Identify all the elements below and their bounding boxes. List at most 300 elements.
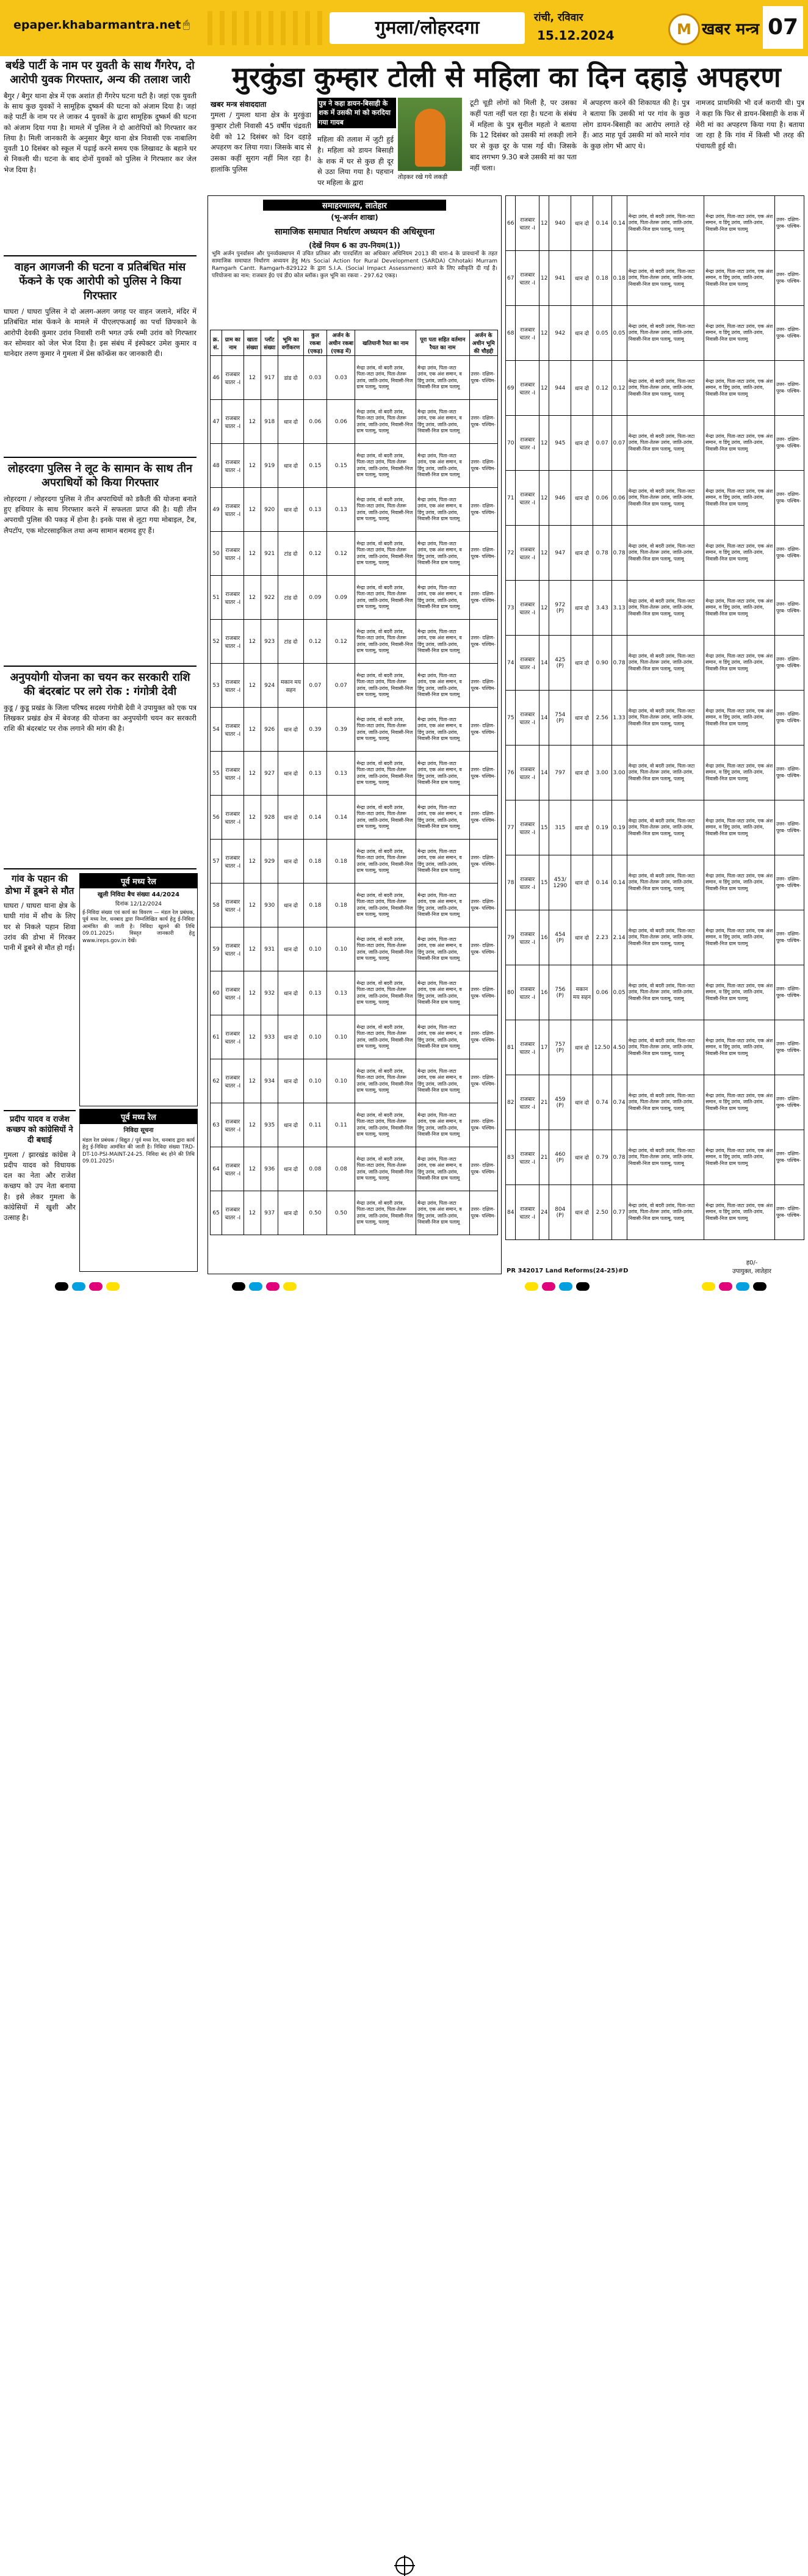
table-cell: राजबार चातर -I	[516, 1185, 539, 1240]
table-cell: 1.33	[611, 691, 627, 746]
ad-title: पूर्व मध्य रेल	[80, 1109, 197, 1124]
boundary-cell: उत्तर- दक्षिण- पूरब- पश्चिम-	[469, 1103, 497, 1147]
owner-cell: मेन्द्रा उरांव, वो बदरी उरांव, पिता-जटा उरांव, पिता-तेतरू उरांव, जाति-उरांव, निवासी-निज ग्राम पलामू, पलामू	[355, 708, 416, 752]
owner-cell: मेन्द्रा उरांव, पिता-जटा उरांव, एक अंश समान, व डिंगू उरांव, जाति-उरांव, निवासी-निज ग्राम पलामू	[704, 855, 775, 910]
table-cell: 918	[261, 400, 278, 444]
table-cell: 83	[506, 1130, 516, 1185]
table-cell: राजबार चातर -I	[222, 488, 243, 532]
table-cell: 942	[549, 306, 571, 361]
owner-cell: मेन्द्रा उरांव, वो बदरी उरांव, पिता-जटा उरांव, पिता-तेतरू उरांव, जाति-उरांव, निवासी-निज ग्राम पलामू, पलामू	[627, 1020, 704, 1075]
table-cell: 12	[243, 708, 261, 752]
owner-cell: मेन्द्रा उरांव, पिता-जटा उरांव, एक अंश समान, व डिंगू उरांव, जाति-उरांव, निवासी-निज ग्राम पलामू	[416, 708, 470, 752]
table-cell: 3.13	[611, 581, 627, 636]
owner-cell: मेन्द्रा उरांव, पिता-जटा उरांव, एक अंश समान, व डिंगू उरांव, जाति-उरांव, निवासी-निज ग्राम पलामू	[416, 1147, 470, 1191]
owner-cell: मेन्द्रा उरांव, पिता-जटा उरांव, एक अंश समान, व डिंगू उरांव, जाति-उरांव, निवासी-निज ग्राम पलामू	[416, 752, 470, 796]
boundary-cell: उत्तर- दक्षिण- पूरब- पश्चिम-	[469, 883, 497, 927]
table-cell: 12.50	[593, 1020, 611, 1075]
boundary-cell: उत्तर- दक्षिण- पूरब- पश्चिम-	[469, 1147, 497, 1191]
table-row	[211, 883, 498, 927]
owner-cell: मेन्द्रा उरांव, पिता-जटा उरांव, एक अंश समान, व डिंगू उरांव, जाति-उरांव, निवासी-निज ग्राम पलामू	[416, 1191, 470, 1235]
table-row	[506, 1130, 804, 1185]
table-cell: 0.14	[303, 796, 327, 840]
owner-cell: मेन्द्रा उरांव, पिता-जटा उरांव, एक अंश समान, व डिंगू उरांव, जाति-उरांव, निवासी-निज ग्राम पलामू	[704, 746, 775, 800]
table-cell: धान दो	[571, 416, 593, 471]
boundary-cell: उत्तर- दक्षिण- पूरब- पश्चिम-	[774, 361, 804, 416]
table-row	[506, 251, 804, 306]
table-cell: 14	[539, 746, 549, 800]
story-scheme	[4, 670, 197, 866]
table-row	[506, 1020, 804, 1075]
table-cell: 972 (P)	[549, 581, 571, 636]
table-cell: 0.14	[593, 855, 611, 910]
table-cell: 58	[211, 883, 222, 927]
table-cell: 15	[539, 855, 549, 910]
owner-cell: मेन्द्रा उरांव, पिता-जटा उरांव, एक अंश समान, व डिंगू उरांव, जाति-उरांव, निवासी-निज ग्राम पलामू	[704, 251, 775, 306]
table-cell: धान दो	[278, 927, 303, 971]
table-cell: 0.05	[611, 965, 627, 1020]
owner-cell: मेन्द्रा उरांव, पिता-जटा उरांव, एक अंश समान, व डिंगू उरांव, जाति-उरांव, निवासी-निज ग्राम पलामू	[416, 883, 470, 927]
boundary-cell: उत्तर- दक्षिण- पूरब- पश्चिम-	[774, 581, 804, 636]
owner-cell: मेन्द्रा उरांव, पिता-जटा उरांव, एक अंश समान, व डिंगू उरांव, जाति-उरांव, निवासी-निज ग्राम पलामू	[704, 800, 775, 855]
table-cell: 12	[243, 1191, 261, 1235]
table-cell: 0.74	[593, 1075, 611, 1130]
table-cell: 0.07	[611, 416, 627, 471]
table-cell: 0.07	[303, 664, 327, 708]
owner-cell: मेन्द्रा उरांव, पिता-जटा उरांव, एक अंश समान, व डिंगू उरांव, जाति-उरांव, निवासी-निज ग्राम पलामू	[416, 1103, 470, 1147]
table-cell: 935	[261, 1103, 278, 1147]
table-cell: 3.00	[611, 746, 627, 800]
ad-subtitle: निविदा सूचना	[123, 1127, 154, 1134]
owner-cell: मेन्द्रा उरांव, पिता-जटा उरांव, एक अंश समान, व डिंगू उरांव, जाति-उरांव, निवासी-निज ग्राम पलामू	[416, 971, 470, 1015]
story-body: बैगुर / बैगुर थाना क्षेत्र में एक अशांत ही गैंगरेप घटना घटी है। जहां एक युवती के साथ कुछ युवकों ने सामूहिक दुष्कर्म की घटना को अंजाम दिया है। जहां कहे पार्टी के नाम पर ले जाकर 4 युवकों के द्वारा सामूहिक दुष्कर्म की घटना को अंजाम दिया गया है। मामले में पुलिस ने दो आरोपियों को गिरफ्तार कर लिया है। मिली जानकारी के अनुसार बैगुर थाना क्षेत्र निवासी एक नाबालिग युवती 10 दिसंबर को स्कूल में पढ़ाई करने समय एक लिखावट के बहाने घर से निकली थी। घटना के बाद दोनों युवकों को पुलिस ने गिरफ्तार कर जेल भेज दिया है।	[4, 91, 197, 174]
table-cell: 0.05	[593, 306, 611, 361]
table-cell: 0.09	[303, 576, 327, 620]
owner-cell: मेन्द्रा उरांव, पिता-जटा उरांव, एक अंश समान, व डिंगू उरांव, जाति-उरांव, निवासी-निज ग्राम पलामू	[416, 488, 470, 532]
table-cell: राजबार चातर -I	[222, 1015, 243, 1059]
land-table-left	[210, 330, 498, 1235]
table-cell: 0.06	[611, 471, 627, 526]
notice-rule: (देखें नियम 6 का उप-नियम(1))	[308, 241, 401, 250]
owner-cell: मेन्द्रा उरांव, पिता-जटा उरांव, एक अंश समान, व डिंगू उरांव, जाति-उरांव, निवासी-निज ग्राम पलामू	[416, 1059, 470, 1103]
table-cell: 12	[243, 1015, 261, 1059]
owner-cell: मेन्द्रा उरांव, पिता-जटा उरांव, एक अंश समान, व डिंगू उरांव, जाति-उरांव, निवासी-निज ग्राम पलामू	[416, 532, 470, 576]
table-cell: राजबार चातर -I	[516, 910, 539, 965]
story-drowning	[4, 873, 76, 1105]
table-cell: धान दो	[278, 708, 303, 752]
table-cell: 0.74	[611, 1075, 627, 1130]
story-title: प्रदीप यादव व राजेश कच्छप को कांग्रेसियों ने दी बधाई	[6, 1115, 73, 1145]
owner-cell: मेन्द्रा उरांव, पिता-जटा उरांव, एक अंश समान, व डिंगू उरांव, जाति-उरांव, निवासी-निज ग्राम पलामू	[416, 620, 470, 664]
table-row	[506, 910, 804, 965]
table-cell: 927	[261, 752, 278, 796]
owner-cell: मेन्द्रा उरांव, वो बदरी उरांव, पिता-जटा उरांव, पिता-तेतरू उरांव, जाति-उरांव, निवासी-निज ग्राम पलामू, पलामू	[355, 488, 416, 532]
table-cell: 0.10	[303, 927, 327, 971]
table-row	[506, 361, 804, 416]
owner-cell: मेन्द्रा उरांव, वो बदरी उरांव, पिता-जटा उरांव, पिता-तेतरू उरांव, जाति-उरांव, निवासी-निज ग्राम पलामू, पलामू	[627, 636, 704, 691]
table-cell: मकान मय सहन	[278, 664, 303, 708]
table-cell: राजबार चातर -I	[222, 1191, 243, 1235]
table-cell: धान दो	[278, 971, 303, 1015]
owner-cell: मेन्द्रा उरांव, वो बदरी उरांव, पिता-जटा उरांव, पिता-तेतरू उरांव, जाति-उरांव, निवासी-निज ग्राम पलामू, पलामू	[355, 752, 416, 796]
cursor-icon: 🖱	[183, 18, 190, 31]
owner-cell: मेन्द्रा उरांव, वो बदरी उरांव, पिता-जटा उरांव, पिता-तेतरू उरांव, जाति-उरांव, निवासी-निज ग्राम पलामू, पलामू	[627, 746, 704, 800]
table-cell: 68	[506, 306, 516, 361]
boundary-cell: उत्तर- दक्षिण- पूरब- पश्चिम-	[469, 840, 497, 883]
boundary-cell: उत्तर- दक्षिण- पूरब- पश्चिम-	[774, 746, 804, 800]
table-cell: धान दो	[278, 752, 303, 796]
table-row	[506, 1075, 804, 1130]
table-cell: 12	[243, 1147, 261, 1191]
decorative-stripes	[207, 11, 330, 45]
table-cell: राजबार चातर -I	[222, 664, 243, 708]
table-cell: 0.14	[327, 796, 355, 840]
table-cell: 0.12	[303, 532, 327, 576]
table-row	[211, 1103, 498, 1147]
table-cell: राजबार चातर -I	[516, 1130, 539, 1185]
owner-cell: मेन्द्रा उरांव, वो बदरी उरांव, पिता-जटा उरांव, पिता-तेतरू उरांव, जाति-उरांव, निवासी-निज ग्राम पलामू, पलामू	[627, 965, 704, 1020]
table-cell: 56	[211, 796, 222, 840]
boundary-cell: उत्तर- दक्षिण- पूरब- पश्चिम-	[774, 416, 804, 471]
owner-cell: मेन्द्रा उरांव, वो बदरी उरांव, पिता-जटा उरांव, पिता-तेतरू उरांव, जाति-उरांव, निवासी-निज ग्राम पलामू, पलामू	[627, 1185, 704, 1240]
table-cell: 2.14	[611, 910, 627, 965]
owner-cell: मेन्द्रा उरांव, वो बदरी उरांव, पिता-जटा उरांव, पिता-तेतरू उरांव, जाति-उरांव, निवासी-निज ग्राम पलामू, पलामू	[627, 196, 704, 251]
table-cell: 52	[211, 620, 222, 664]
owner-cell: मेन्द्रा उरांव, वो बदरी उरांव, पिता-जटा उरांव, पिता-तेतरू उरांव, जाति-उरांव, निवासी-निज ग्राम पलामू, पलामू	[627, 471, 704, 526]
column-header: अर्जन के अधीन रकबा (एकड़ में)	[327, 330, 355, 356]
table-row	[506, 1185, 804, 1240]
table-cell: 0.11	[303, 1103, 327, 1147]
table-cell: 12	[243, 796, 261, 840]
table-cell: 12	[539, 416, 549, 471]
table-cell: 0.07	[327, 664, 355, 708]
table-cell: 0.18	[327, 883, 355, 927]
boundary-cell: उत्तर- दक्षिण- पूरब- पश्चिम-	[469, 400, 497, 444]
story-body: घाघरा / घाघरा थाना क्षेत्र के घाघी गांव में शौच के लिए घर से निकले पहान शिवा उरांव की डोभा में गिरकर पानी में डूबने से मौत हो गई।	[4, 901, 76, 952]
table-cell: 80	[506, 965, 516, 1020]
owner-cell: मेन्द्रा उरांव, पिता-जटा उरांव, एक अंश समान, व डिंगू उरांव, जाति-उरांव, निवासी-निज ग्राम पलामू	[704, 1020, 775, 1075]
table-cell: 54	[211, 708, 222, 752]
table-cell: 937	[261, 1191, 278, 1235]
table-cell: 69	[506, 361, 516, 416]
table-cell: राजबार चातर -I	[222, 444, 243, 488]
table-cell: धान दो	[571, 1185, 593, 1240]
table-cell: धान दो	[571, 1130, 593, 1185]
table-cell: राजबार चातर -I	[516, 306, 539, 361]
table-cell: 923	[261, 620, 278, 664]
owner-cell: मेन्द्रा उरांव, वो बदरी उरांव, पिता-जटा उरांव, पिता-तेतरू उरांव, जाति-उरांव, निवासी-निज ग्राम पलामू, पलामू	[627, 800, 704, 855]
story-congress	[4, 1115, 76, 1271]
table-cell: 49	[211, 488, 222, 532]
boundary-cell: उत्तर- दक्षिण- पूरब- पश्चिम-	[469, 1059, 497, 1103]
table-cell: 72	[506, 526, 516, 581]
table-cell: धान दो	[571, 526, 593, 581]
boundary-cell: उत्तर- दक्षिण- पूरब- पश्चिम-	[469, 1191, 497, 1235]
table-cell: 24	[539, 1185, 549, 1240]
table-cell: धान दो	[278, 1103, 303, 1147]
boundary-cell: उत्तर- दक्षिण- पूरब- पश्चिम-	[774, 855, 804, 910]
table-cell: धान दो	[571, 691, 593, 746]
city-day: रांची, रविवार	[534, 12, 583, 24]
table-cell: धान दो	[571, 1075, 593, 1130]
divider	[4, 457, 197, 458]
print-registration-bar	[0, 1277, 808, 1297]
boundary-cell: उत्तर- दक्षिण- पूरब- पश्चिम-	[774, 636, 804, 691]
table-cell: 0.12	[327, 532, 355, 576]
boundary-cell: उत्तर- दक्षिण- पूरब- पश्चिम-	[774, 526, 804, 581]
table-cell: 0.03	[327, 356, 355, 400]
table-row	[506, 306, 804, 361]
main-col-4: में अपहरण करने की शिकायत की है। पुत्र ने बताया कि उसकी मां पर गांव के कुछ लोग डायन-बिसाही का आरोप लगाते रहे हैं। आठ माह पूर्व उसकी मां को मारने गांव के कुछ लोग भी आए थे।	[583, 98, 690, 151]
owner-cell: मेन्द्रा उरांव, पिता-जटा उरांव, एक अंश समान, व डिंगू उरांव, जाति-उरांव, निवासी-निज ग्राम पलामू	[416, 796, 470, 840]
table-cell: 0.50	[327, 1191, 355, 1235]
table-cell: 0.15	[327, 444, 355, 488]
table-cell: 73	[506, 581, 516, 636]
table-cell: 460 (P)	[549, 1130, 571, 1185]
table-row	[211, 752, 498, 796]
photo-caption: पुत्र ने कहा डायन-बिसाही के शक में उसकी मां को करदिया गया गायब	[317, 98, 396, 128]
table-cell: डांड दो	[278, 356, 303, 400]
story-body: घाघरा / घाघरा पुलिस ने दो अलग-अलग जगह पर वाहन जलाने, मंदिर में प्रतिबंधित मांस फेंकने के मामले में पीएलएफआई का पर्चा छिपकाने के आरोपी देवकी कुमार उरांव निवासी रानी भगत उर्फ रम्मी उरांव को गिरफ्तार कर सोमवार को जेल भेज दिया है। इस संबंध में इंस्पेक्टर उमेश कुमार व थानेदार तरुण कुमार ने गुमला में प्रेस कॉन्फ्रेंस कर जानकारी दी।	[4, 307, 197, 358]
table-cell: 459 (P)	[549, 1075, 571, 1130]
masthead	[0, 0, 808, 56]
table-cell: 12	[539, 471, 549, 526]
section-title: गुमला/लोहरदगा	[330, 12, 525, 44]
owner-cell: मेन्द्रा उरांव, पिता-जटा उरांव, एक अंश समान, व डिंगू उरांव, जाति-उरांव, निवासी-निज ग्राम पलामू	[704, 306, 775, 361]
table-cell: राजबार चातर -I	[222, 400, 243, 444]
table-cell: 0.08	[303, 1147, 327, 1191]
table-cell: 0.06	[593, 965, 611, 1020]
table-row	[506, 416, 804, 471]
divider	[4, 868, 197, 869]
table-cell: धान दो	[571, 196, 593, 251]
table-cell: 0.12	[593, 361, 611, 416]
table-row	[211, 400, 498, 444]
table-cell: धान दो	[571, 1020, 593, 1075]
table-cell: 0.12	[303, 620, 327, 664]
owner-cell: मेन्द्रा उरांव, पिता-जटा उरांव, एक अंश समान, व डिंगू उरांव, जाति-उरांव, निवासी-निज ग्राम पलामू	[704, 636, 775, 691]
table-cell: 12	[539, 251, 549, 306]
boundary-cell: उत्तर- दक्षिण- पूरब- पश्चिम-	[469, 927, 497, 971]
table-cell: 84	[506, 1185, 516, 1240]
table-cell: 3.00	[593, 746, 611, 800]
boundary-cell: उत्तर- दक्षिण- पूरब- पश्चिम-	[774, 1075, 804, 1130]
table-cell: 2.56	[593, 691, 611, 746]
main-col-5: नामजद प्राथमिकी भी दर्ज करायी थी। पुत्र ने कहा कि फिर से डायन-बिसाही के शक में मेरी मां का अपहरण किया गया है। बताया जा रहा है कि गांव में किसी भी तरह की पंचायती हुई थी।	[696, 98, 804, 151]
table-cell: 0.18	[327, 840, 355, 883]
table-cell: राजबार चातर -I	[516, 855, 539, 910]
table-row	[506, 800, 804, 855]
owner-cell: मेन्द्रा उरांव, वो बदरी उरांव, पिता-जटा उरांव, पिता-तेतरू उरांव, जाति-उरांव, निवासी-निज ग्राम पलामू, पलामू	[355, 576, 416, 620]
table-cell: राजबार चातर -I	[516, 581, 539, 636]
table-row	[211, 1191, 498, 1235]
table-cell: 0.90	[593, 636, 611, 691]
table-row	[506, 965, 804, 1020]
table-cell: 0.12	[327, 620, 355, 664]
table-cell: धान दो	[278, 1191, 303, 1235]
ad-body: ई-निविदा संख्या एवं कार्य का विवरण — मंडल रेल प्रबंधक, पूर्व मध्य रेल, धनबाद द्वारा निम्नलिखित कार्य हेतु ई-निविदा आमंत्रित की जाती है। निविदा खुलने की तिथि 09.01.2025। विस्तृत जानकारी हेतु www.ireps.gov.in देखें।	[82, 910, 195, 944]
table-cell: 0.19	[611, 800, 627, 855]
table-row	[211, 1147, 498, 1191]
table-cell: 940	[549, 196, 571, 251]
owner-cell: मेन्द्रा उरांव, वो बदरी उरांव, पिता-जटा उरांव, पिता-तेतरू उरांव, जाति-उरांव, निवासी-निज ग्राम पलामू, पलामू	[355, 532, 416, 576]
table-cell: 0.78	[611, 636, 627, 691]
table-cell: 12	[539, 306, 549, 361]
table-row	[211, 1059, 498, 1103]
boundary-cell: उत्तर- दक्षिण- पूरब- पश्चिम-	[469, 708, 497, 752]
boundary-cell: उत्तर- दक्षिण- पूरब- पश्चिम-	[469, 532, 497, 576]
column-header: प्लॉट संख्या	[261, 330, 278, 356]
owner-cell: मेन्द्रा उरांव, पिता-जटा उरांव, एक अंश समान, व डिंगू उरांव, जाति-उरांव, निवासी-निज ग्राम पलामू	[416, 400, 470, 444]
table-cell: 0.03	[303, 356, 327, 400]
table-row	[506, 196, 804, 251]
owner-cell: मेन्द्रा उरांव, पिता-जटा उरांव, एक अंश समान, व डिंगू उरांव, जाति-उरांव, निवासी-निज ग्राम पलामू	[416, 840, 470, 883]
story-lohardaga	[4, 462, 197, 663]
table-cell: 12	[243, 840, 261, 883]
notice-intro: भूमि अर्जन पुनर्वासन और पुनर्व्यवस्थापन में उचित प्रतिकर और पारदर्शिता का अधिकार अधिनियम 2013 की धारा-4 के प्रावधानों के तहत सामाजिक समाघात निर्धारण अध्ययन हेतु M/s Social Action for Rural Development (SARDA) Chhotaki Murram Ramgarh Cantt. Ramgarh-829122 के द्वारा S.I.A. (Social Impact Assessment) करने के लिए स्वीकृति दी गई है। परियोजना का नाम: राजबार ई0 एवं डी0 कोल ब्लॉक। कुल भूमि का रकवा - 297.62 एकड़।	[212, 251, 497, 280]
owner-cell: मेन्द्रा उरांव, पिता-जटा उरांव, एक अंश समान, व डिंगू उरांव, जाति-उरांव, निवासी-निज ग्राम पलामू	[416, 576, 470, 620]
table-cell: धान दो	[278, 1147, 303, 1191]
issue-date: 15.12.2024	[537, 28, 615, 43]
table-cell: 2.23	[593, 910, 611, 965]
owner-cell: मेन्द्रा उरांव, वो बदरी उरांव, पिता-जटा उरांव, पिता-तेतरू उरांव, जाति-उरांव, निवासी-निज ग्राम पलामू, पलामू	[355, 1103, 416, 1147]
main-col-3: टूटी चूड़ी लोगों को मिली है, पर उसका कहीं पता नहीं चल रहा है। घटना के संबंध में महिला के पुत्र सुनील महतो ने बताया कि 12 दिसंबर को उसकी मां लकड़ी लाने घर से कुछ दूर के पास गई थी। जिसके बाद लगभग 9.30 बजे उसकी मां का पता नहीं चला।	[470, 98, 577, 172]
table-row	[211, 444, 498, 488]
owner-cell: मेन्द्रा उरांव, पिता-जटा उरांव, एक अंश समान, व डिंगू उरांव, जाति-उरांव, निवासी-निज ग्राम पलामू	[704, 471, 775, 526]
owner-cell: मेन्द्रा उरांव, वो बदरी उरांव, पिता-जटा उरांव, पिता-तेतरू उरांव, जाति-उरांव, निवासी-निज ग्राम पलामू, पलामू	[355, 400, 416, 444]
table-cell: धान दो	[278, 796, 303, 840]
table-cell: धान दो	[278, 444, 303, 488]
owner-cell: मेन्द्रा उरांव, पिता-जटा उरांव, एक अंश समान, व डिंगू उरांव, जाति-उरांव, निवासी-निज ग्राम पलामू	[704, 910, 775, 965]
boundary-cell: उत्तर- दक्षिण- पूरब- पश्चिम-	[774, 1130, 804, 1185]
owner-cell: मेन्द्रा उरांव, वो बदरी उरांव, पिता-जटा उरांव, पिता-तेतरू उरांव, जाति-उरांव, निवासी-निज ग्राम पलामू, पलामू	[627, 855, 704, 910]
table-cell: 59	[211, 927, 222, 971]
ad-title: पूर्व मध्य रेल	[80, 874, 197, 888]
table-cell: धान दो	[278, 883, 303, 927]
main-col-2: महिला की तलाश में जुटी हुई है। महिला को डायन बिसाही के शक में घर से कुछ ही दूर से उठा लिया गया है। पहचान पर महिला के द्वारा	[317, 135, 394, 187]
table-cell: 0.12	[611, 361, 627, 416]
table-cell: राजबार चातर -I	[516, 636, 539, 691]
table-cell: राजबार चातर -I	[516, 471, 539, 526]
notice-signature: ह0/- उपायुक्त, लातेहार	[732, 1260, 772, 1275]
table-cell: धान दो	[278, 1015, 303, 1059]
story-body: गुमला / झारखंड कांग्रेस ने प्रदीप यादव को विधायक दल का नेता और राजेश कच्छप को उप नेता बनाया है। इसे लेकर गुमला के कांग्रेसियों में खुशी और उत्साह है।	[4, 1150, 76, 1222]
table-cell: 0.13	[327, 488, 355, 532]
table-cell: 12	[243, 532, 261, 576]
table-cell: राजबार चातर -I	[222, 752, 243, 796]
photo-subcaption: तोड़कर रखे गये लकड़ी	[398, 174, 448, 181]
table-cell: 0.05	[611, 306, 627, 361]
brand-name: खबर मन्त्र	[702, 20, 760, 38]
railway-notice-ad	[79, 1109, 198, 1272]
table-cell: 0.18	[593, 251, 611, 306]
epaper-url[interactable]: epaper.khabarmantra.net	[13, 18, 181, 32]
boundary-cell: उत्तर- दक्षिण- पूरब- पश्चिम-	[469, 620, 497, 664]
table-row	[211, 796, 498, 840]
brand-logo-icon: M	[668, 13, 700, 45]
table-cell: 0.18	[611, 251, 627, 306]
left-column	[4, 59, 199, 1274]
table-cell: 0.06	[593, 471, 611, 526]
boundary-cell: उत्तर- दक्षिण- पूरब- पश्चिम-	[774, 910, 804, 965]
table-row	[506, 691, 804, 746]
table-cell: 63	[211, 1103, 222, 1147]
owner-cell: मेन्द्रा उरांव, वो बदरी उरांव, पिता-जटा उरांव, पिता-तेतरू उरांव, जाति-उरांव, निवासी-निज ग्राम पलामू, पलामू	[627, 251, 704, 306]
owner-cell: मेन्द्रा उरांव, वो बदरी उरांव, पिता-जटा उरांव, पिता-तेतरू उरांव, जाति-उरांव, निवासी-निज ग्राम पलामू, पलामू	[627, 910, 704, 965]
table-cell: 917	[261, 356, 278, 400]
table-cell: 0.10	[327, 1015, 355, 1059]
column-header: खाता संख्या	[243, 330, 261, 356]
owner-cell: मेन्द्रा उरांव, वो बदरी उरांव, पिता-जटा उरांव, पिता-तेतरू उरांव, जाति-उरांव, निवासी-निज ग्राम पलामू, पलामू	[627, 581, 704, 636]
table-row	[211, 840, 498, 883]
notice-branch: (भू-अर्जन शाखा)	[331, 213, 378, 222]
table-cell: 12	[243, 664, 261, 708]
railway-tender-ad	[79, 873, 198, 1106]
table-cell: 941	[549, 251, 571, 306]
owner-cell: मेन्द्रा उरांव, वो बदरी उरांव, पिता-जटा उरांव, पिता-तेतरू उरांव, जाति-उरांव, निवासी-निज ग्राम पलामू, पलामू	[627, 306, 704, 361]
table-cell: 797	[549, 746, 571, 800]
table-cell: राजबार चातर -I	[516, 1020, 539, 1075]
table-header-row	[211, 330, 498, 356]
table-cell: 17	[539, 1020, 549, 1075]
owner-cell: मेन्द्रा उरांव, वो बदरी उरांव, पिता-जटा उरांव, पिता-तेतरू उरांव, जाति-उरांव, निवासी-निज ग्राम पलामू, पलामू	[355, 444, 416, 488]
story-title: लोहरदगा पुलिस ने लूट के सामान के साथ तीन अपराधियों को किया गिरफ्तार	[8, 462, 192, 490]
table-cell: 12	[539, 361, 549, 416]
table-cell: राजबार चातर -I	[222, 971, 243, 1015]
table-cell: 0.50	[303, 1191, 327, 1235]
table-cell: 62	[211, 1059, 222, 1103]
table-cell: 12	[243, 488, 261, 532]
table-cell: 920	[261, 488, 278, 532]
owner-cell: मेन्द्रा उरांव, पिता-जटा उरांव, एक अंश समान, व डिंगू उरांव, जाति-उरांव, निवासी-निज ग्राम पलामू	[704, 196, 775, 251]
owner-cell: मेन्द्रा उरांव, पिता-जटा उरांव, एक अंश समान, व डिंगू उरांव, जाति-उरांव, निवासी-निज ग्राम पलामू	[416, 664, 470, 708]
story-title: बर्थडे पार्टी के नाम पर युवती के साथ गैंगरेप, दो आरोपी युवक गिरफ्तार, अन्य की तलाश जारी	[5, 59, 195, 87]
table-row	[211, 532, 498, 576]
story-arrest	[4, 260, 197, 454]
owner-cell: मेन्द्रा उरांव, वो बदरी उरांव, पिता-जटा उरांव, पिता-तेतरू उरांव, जाति-उरांव, निवासी-निज ग्राम पलामू, पलामू	[627, 416, 704, 471]
table-cell: 12	[243, 883, 261, 927]
column-header: क्र. सं.	[211, 330, 222, 356]
table-cell: 12	[243, 752, 261, 796]
table-row	[506, 746, 804, 800]
table-cell: राजबार चातर -I	[222, 840, 243, 883]
owner-cell: मेन्द्रा उरांव, वो बदरी उरांव, पिता-जटा उरांव, पिता-तेतरू उरांव, जाति-उरांव, निवासी-निज ग्राम पलामू, पलामू	[355, 840, 416, 883]
boundary-cell: उत्तर- दक्षिण- पूरब- पश्चिम-	[774, 691, 804, 746]
table-cell: 71	[506, 471, 516, 526]
table-cell: राजबार चातर -I	[516, 251, 539, 306]
table-cell: राजबार चातर -I	[222, 620, 243, 664]
notice-footnote: PR 342017 Land Reforms(24-25)#D	[507, 1268, 629, 1274]
table-row	[211, 576, 498, 620]
table-cell: धान दो	[278, 400, 303, 444]
table-cell: 14	[539, 636, 549, 691]
table-cell: 12	[243, 576, 261, 620]
land-table-right	[505, 195, 804, 1240]
owner-cell: मेन्द्रा उरांव, पिता-जटा उरांव, एक अंश समान, व डिंगू उरांव, जाति-उरांव, निवासी-निज ग्राम पलामू	[704, 1075, 775, 1130]
table-cell: राजबार चातर -I	[222, 1147, 243, 1191]
owner-cell: मेन्द्रा उरांव, पिता-जटा उरांव, एक अंश समान, व डिंगू उरांव, जाति-उरांव, निवासी-निज ग्राम पलामू	[416, 927, 470, 971]
table-cell: 61	[211, 1015, 222, 1059]
table-row	[211, 356, 498, 400]
table-cell: 945	[549, 416, 571, 471]
owner-cell: मेन्द्रा उरांव, पिता-जटा उरांव, एक अंश समान, व डिंगू उरांव, जाति-उरांव, निवासी-निज ग्राम पलामू	[704, 581, 775, 636]
table-cell: 12	[539, 581, 549, 636]
table-cell: राजबार चातर -I	[222, 1103, 243, 1147]
table-cell: 12	[243, 400, 261, 444]
table-cell: 933	[261, 1015, 278, 1059]
story-title: गांव के पहान की डोभा में डूबने से मौत	[5, 873, 74, 896]
table-cell: 931	[261, 927, 278, 971]
table-cell: मकान मय सहन	[571, 965, 593, 1020]
